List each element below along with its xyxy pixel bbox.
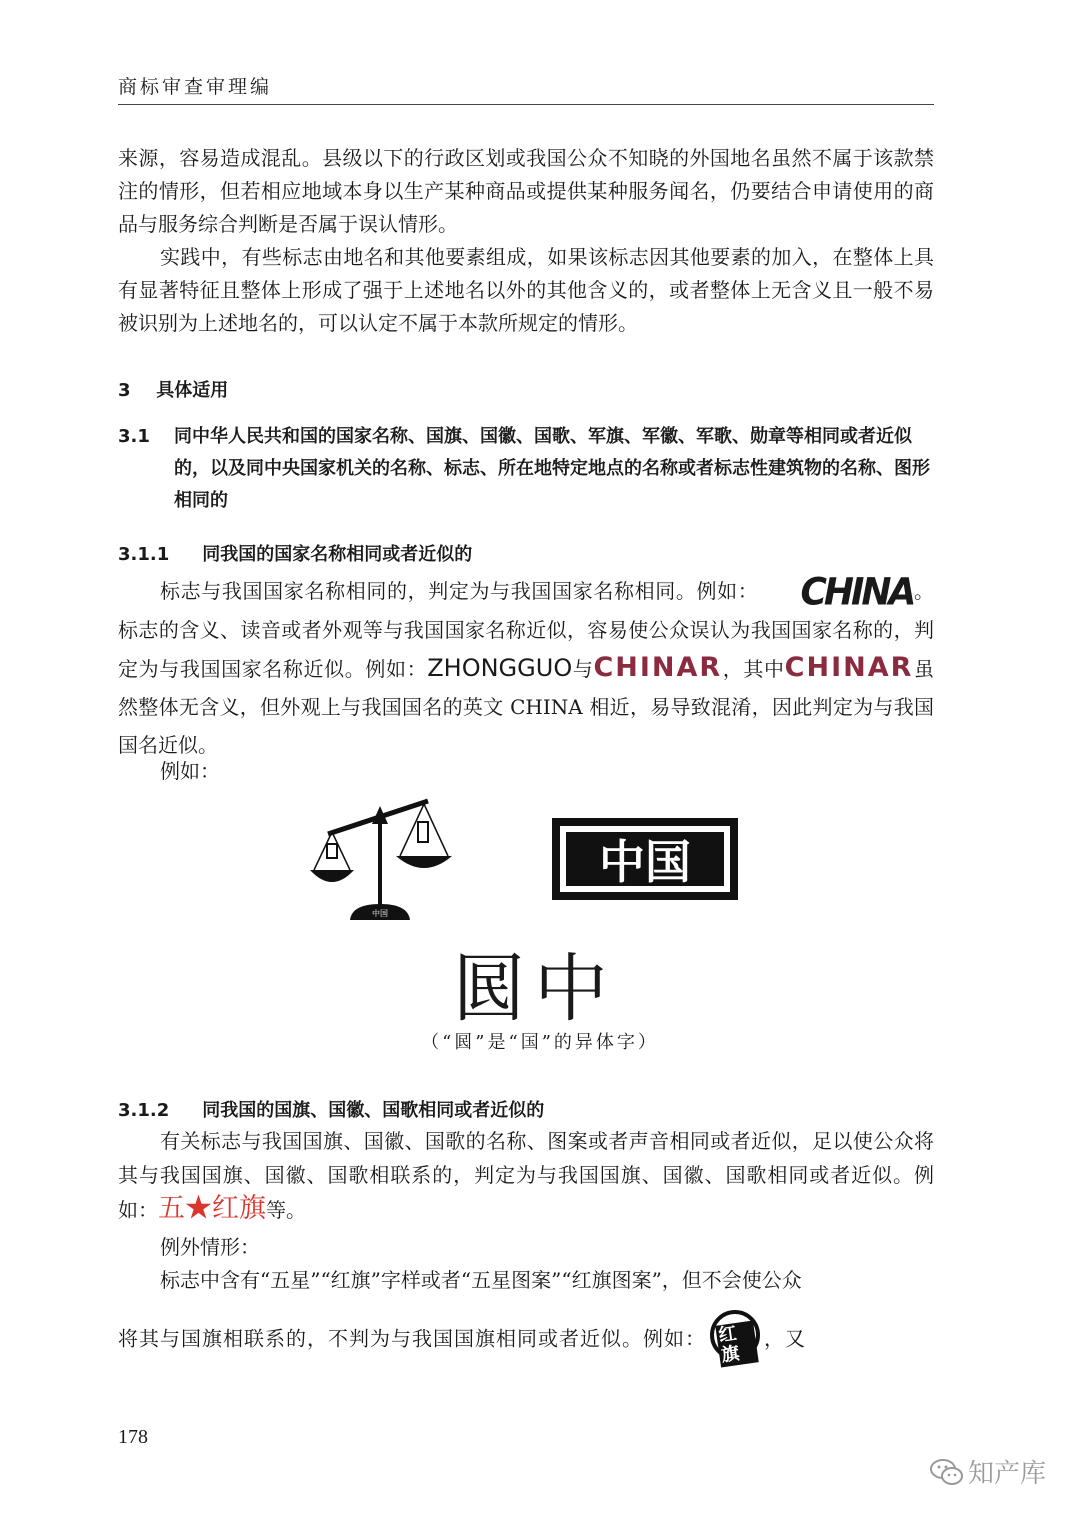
- text-run: 有关标志与我国国旗、国徽、国歌的名称、图案或者声音相同或者近似，足以使公众将其与我国国旗、国徽、国歌相联系的，判定为与我国国旗、国徽、国歌相同或者近似。例如：: [118, 1129, 934, 1222]
- scale-logo-label: 中国: [372, 909, 388, 918]
- text-run: 。标志的含义、读音或者外观等与我国国家名称近似，容易使公众误认为我国国家名称的，判定为与我国国家名称近似。例如：: [118, 579, 935, 681]
- section-number: 3.1.1: [118, 544, 170, 565]
- red-flag-trademark: 五★红旗: [158, 1193, 266, 1224]
- minzhong-trademark: 囻中: [452, 946, 616, 1032]
- chinar-trademark: CHINAR: [593, 651, 723, 683]
- section-heading-3-1-1: [118, 540, 472, 566]
- paragraph: [118, 572, 934, 764]
- section-heading-3-1-2: [118, 1096, 544, 1122]
- paragraph: 例如：: [160, 759, 220, 783]
- zhongguo-square-logo: [552, 818, 738, 900]
- paragraph: [118, 1124, 934, 1227]
- paragraph: [118, 1320, 934, 1367]
- section-number: 3.1.2: [118, 1100, 170, 1121]
- paragraph: 例外情形：: [160, 1235, 260, 1259]
- text-run: ，又: [764, 1326, 806, 1351]
- figure-caption: （“囻”是“国”的异体字）: [421, 1032, 659, 1053]
- section-title: 同中华人民共和国的国家名称、国旗、国徽、国歌、军旗、军徽、军歌、勋章等相同或者近似的，以及同中央国家机关的名称、标志、所在地特定地点的名称或者标志性建筑物的名称、图形相同的: [174, 426, 930, 511]
- section-heading-3: [118, 376, 228, 402]
- section-title: 具体适用: [156, 380, 229, 401]
- header-rule: [118, 104, 934, 105]
- section-number: 3.1: [118, 426, 150, 447]
- wechat-icon: [930, 1458, 964, 1486]
- text-run: 等。: [266, 1198, 306, 1222]
- section-heading-3-1: [118, 421, 934, 517]
- zhongguo-trademark: ZHONGGUO: [427, 653, 573, 682]
- scale-trademark-logo: [308, 796, 456, 920]
- paragraph: 实践中，有些标志由地名和其他要素组成，如果该标志因其他要素的加入，在整体上具有显著特征且整体上形成了强于上述地名以外的其他含义的，或者整体上无含义且一般不易被识别为上述地名的，可以认定不属于本款所规定的情形。: [118, 245, 934, 335]
- china-trademark: CHINA: [800, 570, 914, 614]
- paragraph: 标志中含有“五星”“红旗”字样或者“五星图案”“红旗图案”，但不会使公众: [160, 1268, 802, 1292]
- watermark-text: 知产库: [968, 1459, 1047, 1489]
- running-head: 商标审查审理编: [118, 76, 273, 98]
- zhongguo-logo-text: 中国: [599, 835, 691, 889]
- section-number: 3: [118, 380, 131, 401]
- text-run: 与: [572, 656, 594, 681]
- page-number: 178: [118, 1426, 148, 1448]
- text-run: 标志与我国国家名称相同的，判定为与我国国家名称相同。例如：: [160, 579, 759, 603]
- chinar-trademark: CHINAR: [784, 651, 914, 683]
- text-run: 虽然整体无含义，但外观上与我国国名的英文 CHINA 相近，易导致混淆，因此判定为与我国国名近似。: [118, 656, 935, 757]
- hongqi-trademark-text: 红旗: [715, 1321, 758, 1368]
- text-run: ，其中: [722, 656, 785, 681]
- text-run: 将其与国旗相联系的，不判为与我国国旗相同或者近似。例如：: [118, 1326, 706, 1351]
- section-title: 同我国的国旗、国徽、国歌相同或者近似的: [202, 1100, 545, 1121]
- section-title: 同我国的国家名称相同或者近似的: [202, 544, 473, 565]
- hongqi-trademark: [710, 1310, 760, 1367]
- watermark: [930, 1453, 1046, 1490]
- paragraph: 来源，容易造成混乱。县级以下的行政区划或我国公众不知晓的外国地名虽然不属于该款禁注的情形，但若相应地域本身以生产某种商品或提供某种服务闻名，仍要结合申请使用的商品与服务综合判断是否属于误认情形。: [118, 146, 934, 236]
